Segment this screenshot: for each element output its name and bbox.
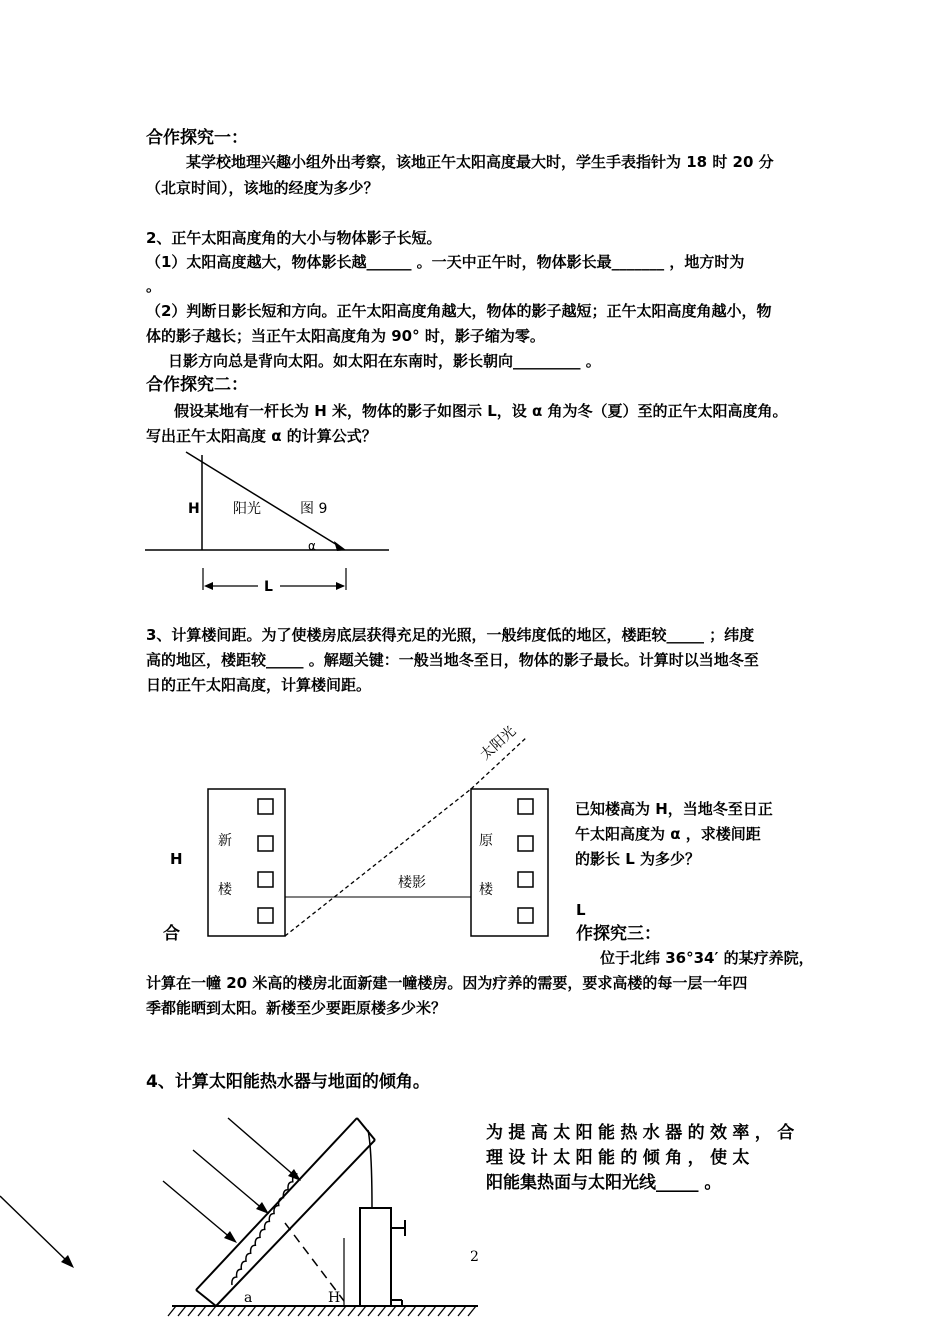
fig9-l-label: L xyxy=(264,579,273,595)
sunlight-label: 太阳光 xyxy=(477,723,520,764)
support-post xyxy=(360,1208,391,1306)
section2-line1: 假设某地有一杆长为 H 米，物体的影子如图示 L，设 α 角为冬（夏）至的正午太阳高度角。 xyxy=(174,402,788,420)
section2-line2: 写出正午太阳高度 α 的计算公式？ xyxy=(146,427,377,445)
stray-arrow-line xyxy=(0,1196,68,1262)
old-building-label-2: 楼 xyxy=(479,882,493,898)
shadow-label: 楼影 xyxy=(398,875,426,891)
section3-line3: 季都能晒到太阳。新楼至少要距原楼多少米？ xyxy=(146,999,447,1017)
page-number: 2 xyxy=(470,1249,479,1265)
heater-alpha-label: a xyxy=(244,1290,253,1306)
item2-p3: 日影方向总是背向太阳。如太阳在东南时，影长朝向_________ 。 xyxy=(168,352,601,370)
fig9-sun-label: 阳光 xyxy=(233,501,261,517)
item3-line1: 3、计算楼间距。为了使楼房底层获得充足的光照，一般纬度低的地区，楼距较_____ ；纬度 xyxy=(146,626,755,644)
item4-desc3: 阳能集热面与太阳光线_____ 。 xyxy=(486,1173,722,1193)
item4-desc2: 理设计太阳能的倾角，使太 xyxy=(486,1148,755,1168)
item3-line3: 日的正午太阳高度，计算楼间距。 xyxy=(146,676,372,694)
building-h-label: H xyxy=(170,850,183,868)
section1-line2: （北京时间），该地的经度为多少？ xyxy=(146,179,379,197)
section1-heading: 合作探究一： xyxy=(146,128,248,148)
section3-heading-left: 合 xyxy=(163,924,180,944)
new-building-label-1: 新 xyxy=(218,833,232,849)
section1-line1: 某学校地理兴趣小组外出考察，该地正午太阳高度最大时，学生手表指针为 18 时 20 分 xyxy=(186,153,774,171)
new-building-label-2: 楼 xyxy=(218,882,232,898)
item2-p2b: 体的影子越长；当正午太阳高度角为 90° 时，影子缩为零。 xyxy=(146,327,545,345)
old-building-label-1: 原 xyxy=(479,833,493,849)
ground-hatching xyxy=(168,1306,476,1316)
item2-title: 2、正午太阳高度角的大小与物体影子长短。 xyxy=(146,229,442,247)
item4-desc1: 为提高太阳能热水器的效率，合 xyxy=(486,1123,800,1143)
sun-arrow xyxy=(163,1181,232,1239)
known-line2: 午太阳高度为 α ，求楼间距 xyxy=(575,825,761,843)
section2-heading: 合作探究二： xyxy=(146,375,248,395)
known-line1: 已知楼高为 H，当地冬至日正 xyxy=(575,800,773,818)
sun-arrowhead xyxy=(224,1231,237,1243)
support-pipe xyxy=(368,1130,372,1208)
sun-arrow xyxy=(228,1118,296,1177)
item2-p1-end: 。 xyxy=(146,277,162,295)
item2-p2a: （2）判断日影长短和方向。正午太阳高度角越大，物体的影子越短；正午太阳高度角越小，物 xyxy=(146,302,772,320)
section3-line1: 位于北纬 36°34′ 的某疗养院， xyxy=(600,949,814,967)
heater-h-label: H xyxy=(328,1290,341,1306)
fig9-caption: 图 9 xyxy=(300,501,328,517)
section3-line2: 计算在一幢 20 米高的楼房北面新建一幢楼房。因为疗养的需要，要求高楼的每一层一年四 xyxy=(146,974,748,992)
building-l-label: L xyxy=(576,901,586,919)
item4-title: 4、计算太阳能热水器与地面的倾角。 xyxy=(146,1072,430,1092)
sun-arrowhead xyxy=(256,1202,269,1214)
fig9-alpha-label: α xyxy=(308,539,316,553)
fig9-h-label: H xyxy=(188,501,200,517)
sun-arrow xyxy=(193,1150,264,1210)
item2-p1: （1）太阳高度越大，物体影长越______ 。一天中正午时，物体影长最_______ ，地方时为 xyxy=(146,253,745,271)
collector-panel xyxy=(196,1118,375,1306)
item3-line2: 高的地区，楼距较_____ 。解题关键：一般当地冬至日，物体的影子最长。计算时以当地冬至 xyxy=(146,651,759,669)
section3-heading-right: 作探究三： xyxy=(576,924,661,944)
known-line3: 的影长 L 为多少？ xyxy=(575,850,701,868)
